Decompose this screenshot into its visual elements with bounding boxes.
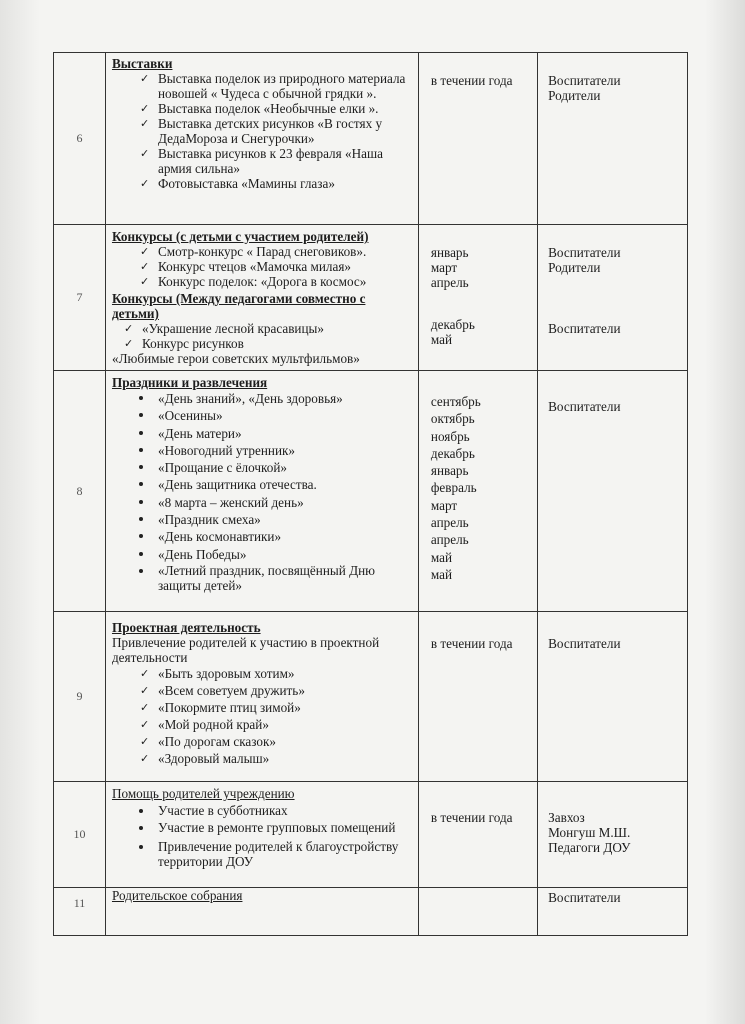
date-text: ноябрь [430,428,470,444]
list-item: ✓ «Покормите птиц зимой» [112,699,414,716]
list-item: ✓ Фотовыставка «Мамины глаза» [112,176,414,191]
row-content [105,225,418,371]
list-item: ✓ «Быть здоровым хотим» [112,665,414,682]
responsible-text: Воспитатели [548,636,621,651]
list-item: «День космонавтики» [112,528,414,545]
list-item: Участие в субботниках [112,803,414,818]
row-responsible [538,53,688,225]
date-text: сентябрь [430,394,481,409]
list-item: «День защитника отечества. [112,476,414,493]
page-right-edge [705,0,745,1024]
date-text: май [430,566,453,582]
row-date [418,888,537,936]
date-text: март [430,260,458,275]
list-item: ✓ Выставка поделок «Необычные елки ». [112,101,414,116]
row-number: 6 [54,53,106,225]
list-item: «Праздник смеха» [112,511,414,528]
list-item: «Летний праздник, посвящённый Дню защиты детей» [112,563,414,593]
list-item: «День матери» [112,425,414,442]
date-text: декабрь [430,445,475,461]
row-number: 11 [54,888,106,936]
section-title: Помощь родителей учреждению [111,786,295,801]
row-responsible [538,782,688,888]
row-responsible [538,371,688,612]
page-left-edge [0,0,40,1024]
list-item: Участие в ремонте групповых помещений [112,820,414,835]
row-number: 10 [54,782,106,888]
date-text: апрель [430,515,469,531]
responsible-text: Воспитатели [548,245,621,260]
list-item: ✓ «По дорогам сказок» [112,733,414,750]
section-intro: Привлечение родителей к участию в проектной деятельности [111,635,380,665]
checklist [112,71,414,191]
responsible-text: Монгуш М.Ш. [548,825,631,840]
date-text: май [430,332,453,347]
row-number: 8 [54,371,106,612]
list-item: «День знаний», «День здоровья» [112,390,414,407]
section-title: Родительское собрания [111,888,243,903]
row-date [418,225,537,371]
section-title: Праздники и развлечения [111,375,268,390]
row-content [105,888,418,936]
section-subtitle: Конкурсы (Между педагогами совместно с детьми) [111,291,366,321]
responsible-text: Родители [548,260,601,275]
list-item: «Осенины» [112,407,414,424]
list-item: ✓ Выставка поделок из природного материала новошей « Чудеса с обычной грядки ». [112,71,414,101]
table-row-9 [54,612,688,782]
section-title: Выставки [111,56,173,71]
responsible-text: Завхоз [548,810,585,825]
list-item: «День Победы» [112,546,414,563]
row-content [105,371,418,612]
row-responsible [538,888,688,936]
responsible-text: Воспитатели [548,399,621,414]
row-date [418,53,537,225]
responsible-text: Воспитатели [548,73,621,88]
row-responsible [538,225,688,371]
list-item: ✓ Выставка детских рисунков «В гостях у ДедаМороза и Снегурочки» [112,116,414,146]
row-responsible [538,612,688,782]
date-text: май [430,549,453,565]
table-row-10 [54,782,688,888]
list-item: ✓ «Украшение лесной красавицы» [112,321,414,336]
table-row-11 [54,888,688,936]
row-number: 9 [54,612,106,782]
checklist [112,665,414,767]
list-item: «8 марта – женский день» [112,494,414,511]
date-text: в течении года [430,810,513,825]
row-date [418,782,537,888]
row-content [105,612,418,782]
section-title: Проектная деятельность [111,620,261,635]
checklist [112,244,414,289]
row-content [105,53,418,225]
row-content [105,782,418,888]
list-item: ✓ Выставка рисунков к 23 февраля «Наша армия сильна» [112,146,414,176]
list-item: ✓ Конкурс рисунков [112,336,414,351]
list-item: «Прощание с ёлочкой» [112,459,414,476]
date-text: апрель [430,532,469,548]
list-item: ✓ Конкурс чтецов «Мамочка милая» [112,259,414,274]
responsible-text: Воспитатели [548,321,621,336]
date-text: декабрь [430,317,475,332]
date-text: в течении года [430,636,513,651]
list-tail: «Любимые герои советских мультфильмов» [111,351,360,366]
list-item: ✓ «Всем советуем дружить» [112,682,414,699]
table-row-8 [54,371,688,612]
list-item: ✓ Конкурс поделок: «Дорога в космос» [112,274,414,289]
responsible-text: Родители [548,88,601,103]
bullet-list [112,803,414,869]
date-text: январь [430,245,469,260]
row-number: 7 [54,225,106,371]
row-date [418,612,537,782]
list-item: Привлечение родителей к благоустройству территории ДОУ [112,839,414,869]
list-item: «Новогодний утренник» [112,442,414,459]
row-date [418,371,537,612]
date-text: апрель [430,275,469,290]
date-text: январь [430,463,469,479]
table-row-7 [54,225,688,371]
events-plan-table [53,52,688,936]
date-text: октябрь [430,411,475,427]
date-text: февраль [430,480,477,496]
responsible-text: Педагоги ДОУ [548,840,631,855]
date-text: март [430,497,458,513]
list-item: ✓ «Здоровый малыш» [112,750,414,767]
list-item: ✓ «Мой родной край» [112,716,414,733]
responsible-text: Воспитатели [548,890,621,905]
list-item: ✓ Смотр-конкурс « Парад снеговиков». [112,244,414,259]
checklist [112,321,414,351]
section-title: Конкурсы (с детьми с участием родителей) [111,229,369,244]
date-text: в течении года [430,73,513,88]
bullet-list [112,390,414,593]
table-row-6 [54,53,688,225]
